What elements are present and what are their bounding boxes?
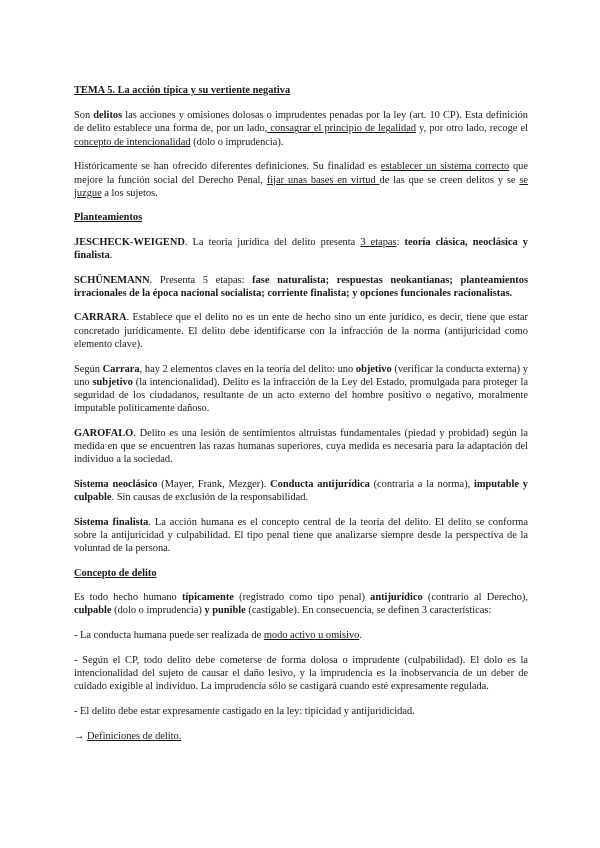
text: . La teoría jurídica del delito presenta — [184, 236, 361, 248]
underlined-phrase: 3 etapas — [360, 236, 397, 248]
arrow-icon: → — [74, 730, 87, 742]
text: y, por otro lado, recoge el — [416, 123, 529, 135]
title-text: TEMA 5. La acción típica y su vertiente negativa — [74, 85, 291, 96]
text: Son — [74, 110, 94, 122]
underlined-phrase: modo activo u omisivo — [263, 630, 360, 642]
list-item-conducta — [74, 629, 528, 642]
text: : — [396, 236, 405, 248]
text: . Sin causas de exclusión de la responsabilidad. — [111, 492, 309, 504]
bold-phrase: Conducta antijurídica — [270, 478, 370, 490]
author-name: CARRARA — [74, 312, 127, 324]
text: de las que se creen delitos y se — [379, 174, 520, 186]
text: (Mayer, Frank, Mezger). — [157, 478, 271, 490]
bold-term: punible — [212, 605, 246, 617]
bold-phrase: fase naturalista; respuestas neokantianas; planteamientos irracionales de la época nacional socialista; corriente finalista; y opciones funcionales racionalistas. — [74, 274, 528, 299]
bold-term: objetivo — [355, 363, 392, 375]
paragraph-carrara — [74, 311, 528, 351]
underlined-phrase: consagrar el principio de legalidad — [267, 123, 417, 135]
text: Según — [74, 363, 103, 375]
heading-text: Concepto de delito — [74, 567, 157, 579]
author-name: GAROFALO — [74, 427, 134, 439]
bold-phrase: teoría clásica, neoclásica y finalista — [74, 236, 528, 261]
paragraph-finalista — [74, 516, 528, 556]
paragraph-carrara-elements — [74, 363, 528, 416]
heading-text: Planteamientos — [74, 212, 143, 224]
text: (castigable). En consecuencia, se definen 3 características: — [245, 605, 492, 617]
text: . Presenta 5 etapas: — [149, 274, 253, 286]
bold-term: delitos — [93, 110, 123, 122]
text: Históricamente se han ofrecido diferentes definiciones. Su finalidad es — [74, 161, 381, 173]
text: a los sujetos. — [101, 187, 158, 199]
list-item-dolo: - Según el CP, todo delito debe cometerse de forma dolosa o imprudente (culpabilidad). El dolo es la intencionalidad del sujeto de causar el daño lesivo, y la imprudencia es la inobservancia de un deber de cuidado exigible al individuo. La imprudencia sólo se castigará cuando esté expresamente regulada. — [74, 654, 528, 693]
paragraph-jescheck — [74, 236, 528, 262]
definitions-link-line — [74, 730, 528, 743]
list-item-tipicidad: - El delito debe estar expresamente castigado en la ley: tipicidad y antijuridicidad. — [74, 705, 415, 717]
text: . — [109, 249, 113, 261]
author-name: SCHÜNEMANN — [74, 274, 150, 286]
text: (la intencionalidad). Delito es la infracción de la Ley del Estado, promulgada para proteger la seguridad de los ciudadanos, resultante de un acto externo del hombre positivo o negativo, moralmente imputable políticamente dañoso. — [74, 376, 528, 415]
paragraph-definition — [74, 109, 528, 149]
heading-planteamientos — [74, 211, 528, 224]
bold-term: típicamente — [181, 592, 234, 604]
text: . Establece que el delito no es un ente de hecho sino un ente jurídico, es decir, tiene que estar concretado jurídicamente. El delito debe identificarse con la infracción de la norma (antijuricidad como elemento clave). — [74, 312, 528, 350]
system-name: Sistema neoclásico — [74, 478, 158, 490]
heading-concepto — [74, 567, 528, 580]
underlined-phrase: fijar unas bases en virtud — [266, 174, 380, 186]
text: - La conducta humana puede ser realizada de — [74, 630, 264, 642]
section-title — [74, 84, 528, 97]
text: (verificar la conducta externa) y uno — [74, 363, 528, 388]
text: (dolo o imprudencia). — [190, 136, 284, 148]
text: (registrado como tipo penal) — [233, 592, 371, 604]
text: Es todo hecho humano — [74, 592, 182, 604]
author-name: Carrara — [102, 363, 140, 375]
paragraph-schunemann — [74, 274, 528, 300]
paragraph-history — [74, 160, 528, 200]
system-name: Sistema finalista — [74, 516, 149, 528]
bold-term: subjetivo — [92, 376, 133, 388]
underlined-phrase: establecer un sistema correcto — [380, 161, 510, 173]
text: . — [359, 630, 362, 642]
paragraph-neoclasico — [74, 478, 528, 504]
document-page — [74, 84, 528, 754]
text: (contraria a la norma), — [369, 478, 474, 490]
paragraph-garofalo — [74, 427, 528, 467]
bold-term: antijurídico — [370, 592, 423, 604]
text: . La acción humana es el concepto central de la teoría del delito. El delito se conforma sobre la antijuricidad y culpabilidad. El tipo penal tiene que analizarse siempre desde la perspectiva de la voluntad de la persona. — [74, 516, 528, 555]
text: (contrario al Derecho), — [422, 592, 528, 604]
definitions-link[interactable]: Definiciones de delito. — [87, 730, 182, 742]
text: que mejore la función social del Derecho Penal, — [74, 161, 528, 186]
bold-term: culpable — [74, 605, 112, 617]
text: . Delito es una lesión de sentimientos altruistas fundamentales (piedad y probidad) según la medida en que se encuentren las razas humanas superiores, cuya medida es necesaria para la adaptación del individuo a la sociedad. — [74, 427, 528, 466]
text: , hay 2 elementos claves en la teoría del delito: uno — [139, 363, 356, 375]
bold-term: y — [204, 605, 213, 617]
underlined-phrase: concepto de intencionalidad — [74, 136, 191, 148]
bold-phrase: imputable y culpable — [74, 478, 528, 504]
text: (dolo o imprudencia) — [111, 605, 205, 617]
text: las acciones y omisiones dolosas o imprudentes penadas por la ley (art. 10 CP). Esta definición de delito establece una forma de, por un lado, — [74, 110, 528, 135]
underlined-phrase: se juzgue — [74, 174, 528, 199]
author-name: JESCHECK-WEIGEND — [74, 236, 185, 248]
paragraph-concepto — [74, 591, 528, 617]
